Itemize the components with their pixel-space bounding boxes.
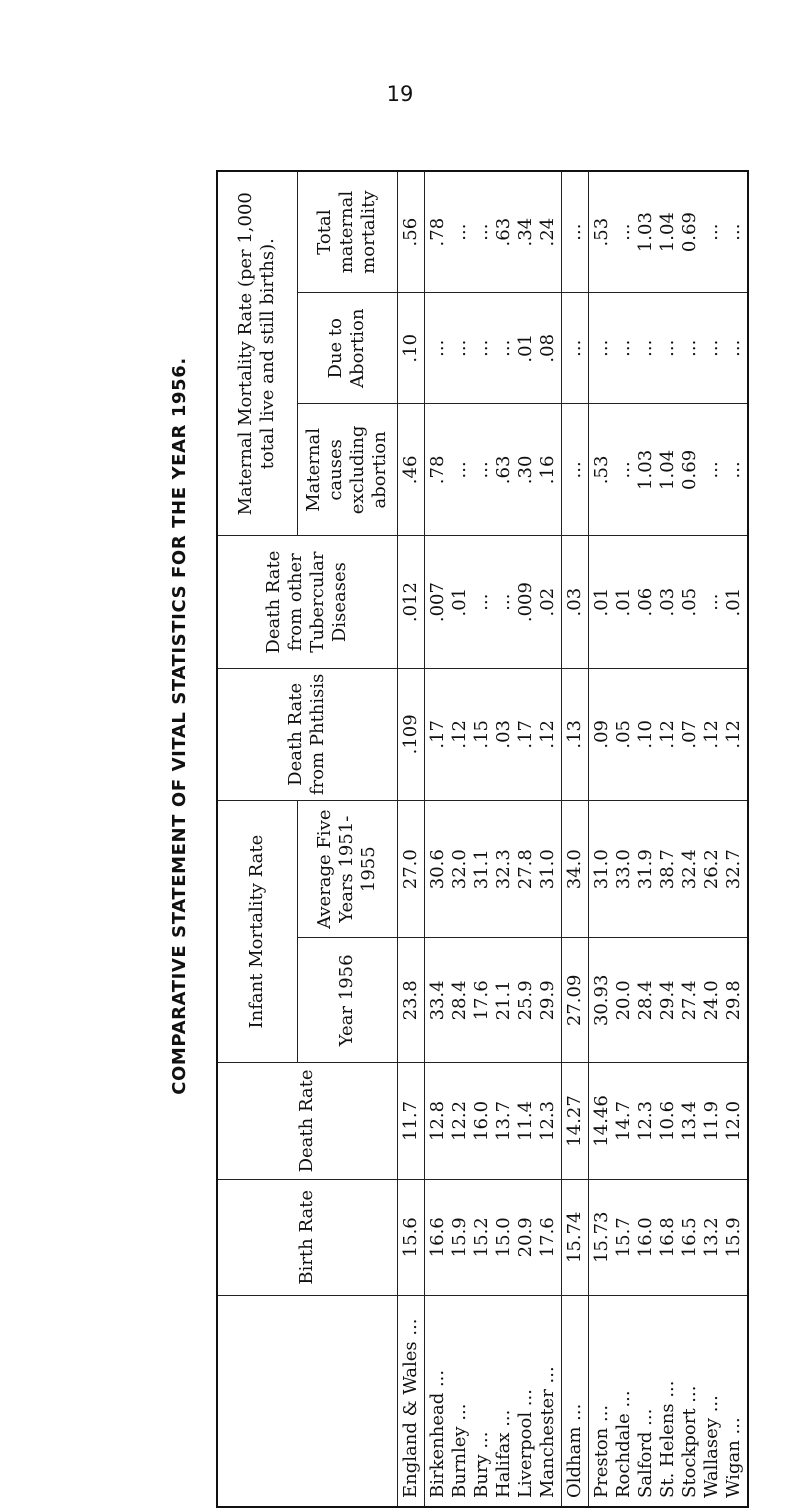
value-birth: 15.74 [563,1211,585,1264]
value-death: 13.7 [492,1100,514,1141]
cell-total [561,171,588,293]
infant-year-header: Year 1956 [297,938,397,1063]
area-name: Stockport ... [678,1385,700,1498]
value-infant-avg: 27.8 [514,849,536,890]
cell-total [397,171,424,293]
value-mat-excl: .46 [399,455,421,485]
value-abortion: ... [612,339,634,357]
value-phthisis: .12 [448,720,470,749]
value-abortion: ... [656,339,678,357]
value-phthisis: .03 [492,720,514,749]
value-total: 1.04 [656,212,678,253]
value-other-tb: .007 [426,582,448,623]
value-total: ... [700,223,722,241]
cell-infant-1956 [397,938,424,1063]
value-phthisis: .05 [612,720,634,749]
cell-death [424,1063,561,1179]
value-mat-excl: 0.69 [678,449,700,490]
value-phthisis: .07 [678,720,700,749]
value-birth: 16.0 [634,1217,656,1258]
value-infant-1956: 27.4 [678,980,700,1021]
value-birth: 17.6 [536,1217,558,1258]
area-name: Halifax ... [492,1409,514,1498]
value-birth: 15.7 [612,1217,634,1258]
value-birth: 15.9 [722,1217,744,1258]
value-abortion: .10 [399,333,421,363]
value-phthisis: .13 [563,720,585,749]
value-mat-excl: .16 [536,455,558,485]
value-birth: 15.6 [399,1217,421,1258]
value-mat-excl: ... [700,461,722,479]
value-infant-1956: 29.4 [656,980,678,1021]
value-mat-excl: ... [448,461,470,479]
area-name: Birkenhead ... [426,1369,448,1498]
cell-phthisis [424,668,561,800]
value-infant-avg: 34.0 [563,849,585,890]
value-abortion: ... [448,339,470,357]
value-death: 11.7 [399,1100,421,1141]
other-tb-header: Death Rate from other Tubercular Diseases [217,536,397,668]
value-mat-excl: ... [612,461,634,479]
value-birth: 15.0 [492,1217,514,1258]
value-total: .56 [399,217,421,247]
value-infant-1956: 17.6 [470,980,492,1021]
cell-other-tb [397,536,424,668]
value-total: .53 [590,217,612,247]
value-phthisis: .15 [470,720,492,749]
value-death: 12.2 [448,1100,470,1141]
value-mat-excl: ... [722,461,744,479]
value-phthisis: .17 [426,720,448,749]
infant-mortality-header: Infant Mortality Rate [217,800,297,1062]
cell-area [588,1295,748,1507]
value-death: 14.7 [612,1100,634,1141]
value-infant-1956: 25.9 [514,980,536,1021]
value-mat-excl: 1.04 [656,449,678,490]
table-row-group [424,171,561,1507]
cell-infant-avg [397,800,424,938]
value-death: 11.9 [700,1100,722,1141]
cell-birth [424,1179,561,1295]
cell-other-tb [561,536,588,668]
table-row-group [397,171,424,1507]
value-mat-excl: .63 [492,455,514,485]
value-birth: 16.8 [656,1217,678,1258]
cell-death [588,1063,748,1179]
value-other-tb: ... [700,593,722,611]
value-infant-1956: 21.1 [492,980,514,1021]
value-abortion: ... [634,339,656,357]
value-mat-excl: .78 [426,455,448,485]
area-header [217,1295,397,1507]
table-row-group [588,171,748,1507]
cell-mat-excl [561,404,588,536]
value-total: ... [448,223,470,241]
value-abortion: ... [700,339,722,357]
value-death: 12.3 [634,1100,656,1141]
cell-abortion [588,293,748,404]
value-abortion: ... [426,339,448,357]
area-name: Preston ... [590,1404,612,1498]
value-phthisis: .09 [590,720,612,749]
page-title: COMPARATIVE STATEMENT OF VITAL STATISTICS FOR THE YEAR 1956. [169,357,190,1095]
value-abortion: ... [470,339,492,357]
value-infant-1956: 28.4 [448,980,470,1021]
value-other-tb: .009 [514,582,536,623]
value-mat-excl: 1.03 [634,449,656,490]
area-name: Salford ... [634,1408,656,1498]
value-abortion: .08 [536,333,558,363]
value-infant-1956: 30.93 [590,974,612,1027]
value-total: ... [612,223,634,241]
value-total: .78 [426,217,448,247]
value-birth: 13.2 [700,1217,722,1258]
value-other-tb: .012 [399,582,421,623]
value-phthisis: .10 [634,720,656,749]
cell-mat-excl [424,404,561,536]
value-infant-avg: 33.0 [612,849,634,890]
value-infant-avg: 38.7 [656,849,678,890]
value-infant-avg: 31.0 [590,849,612,890]
cell-phthisis [588,668,748,800]
cell-infant-1956 [588,938,748,1063]
value-infant-avg: 32.3 [492,849,514,890]
infant-average-header: Average Five Years 1951-1955 [297,800,397,938]
cell-mat-excl [588,404,748,536]
value-abortion: .01 [514,333,536,363]
value-birth: 15.2 [470,1217,492,1258]
cell-infant-avg [561,800,588,938]
value-mat-excl: ... [470,461,492,479]
value-infant-1956: 20.0 [612,980,634,1021]
cell-infant-avg [424,800,561,938]
cell-birth [588,1179,748,1295]
value-infant-avg: 31.1 [470,849,492,890]
value-death: 16.0 [470,1100,492,1141]
value-phthisis: .12 [536,720,558,749]
area-name: Bury ... [470,1431,492,1498]
value-other-tb: .02 [536,587,558,617]
value-death: 14.27 [563,1095,585,1147]
value-mat-excl: .53 [590,455,612,485]
cell-phthisis [561,668,588,800]
cell-birth [561,1179,588,1295]
value-total: .63 [492,217,514,247]
value-birth: 16.5 [678,1217,700,1258]
vital-statistics-table [216,170,749,1508]
value-death: 10.6 [656,1100,678,1141]
cell-mat-excl [397,404,424,536]
page-number: 19 [386,82,414,106]
value-death: 12.8 [426,1100,448,1141]
area-name: England & Wales ... [399,1318,421,1498]
value-infant-1956: 29.9 [536,980,558,1021]
area-name: Oldham ... [563,1403,585,1498]
area-name: Wallasey ... [700,1395,722,1498]
cell-other-tb [424,536,561,668]
value-phthisis: .12 [700,720,722,749]
value-total: 0.69 [678,212,700,253]
value-other-tb: .01 [722,587,744,617]
cell-death [397,1063,424,1179]
value-total: ... [470,223,492,241]
cell-phthisis [397,668,424,800]
value-infant-avg: 31.0 [536,849,558,890]
value-other-tb: .03 [563,587,585,617]
value-phthisis: .109 [399,714,421,755]
death-rate-header: Death Rate [217,1063,397,1179]
value-birth: 15.73 [590,1211,612,1264]
value-total: 1.03 [634,212,656,253]
value-total: ... [722,223,744,241]
cell-infant-1956 [561,938,588,1063]
value-other-tb: ... [470,593,492,611]
value-infant-1956: 33.4 [426,980,448,1021]
value-infant-avg: 26.2 [700,849,722,890]
area-name: Wigan ... [722,1417,744,1498]
value-infant-1956: 24.0 [700,980,722,1021]
cell-other-tb [588,536,748,668]
value-abortion: ... [590,339,612,357]
value-other-tb: .01 [612,587,634,617]
table-body [397,171,748,1507]
value-other-tb: .01 [448,587,470,617]
value-total: .34 [514,217,536,247]
maternal-excl-abortion-header: Maternal causes excluding abortion [297,404,397,536]
value-infant-avg: 32.4 [678,849,700,890]
area-name: Burnley ... [448,1403,470,1498]
value-other-tb: .03 [656,587,678,617]
value-death: 14.46 [590,1095,612,1147]
value-death: 11.4 [514,1100,536,1141]
cell-total [588,171,748,293]
value-other-tb: .01 [590,587,612,617]
area-name: Liverpool ... [514,1389,536,1498]
value-infant-avg: 32.7 [722,849,744,890]
value-total: ... [563,223,585,241]
area-name: Rochdale ... [612,1390,634,1498]
value-phthisis: .12 [656,720,678,749]
value-total: .24 [536,217,558,247]
abortion-header: Due to Abortion [297,293,397,404]
cell-total [424,171,561,293]
value-infant-1956: 27.09 [563,974,585,1027]
value-infant-avg: 32.0 [448,849,470,890]
cell-infant-1956 [424,938,561,1063]
cell-area [561,1295,588,1507]
value-abortion: ... [492,339,514,357]
value-abortion: ... [563,339,585,357]
area-name: St. Helens ... [656,1380,678,1498]
cell-area [397,1295,424,1507]
value-other-tb: .05 [678,587,700,617]
cell-birth [397,1179,424,1295]
value-infant-1956: 28.4 [634,980,656,1021]
maternal-mortality-header: Maternal Mortality Rate (per 1,000 total live and still births). [217,171,297,536]
statistics-table-wrapper [216,170,744,1508]
table-row-group [561,171,588,1507]
cell-abortion [424,293,561,404]
cell-death [561,1063,588,1179]
value-infant-1956: 29.8 [722,980,744,1021]
value-birth: 16.6 [426,1217,448,1258]
cell-infant-avg [588,800,748,938]
value-death: 12.0 [722,1100,744,1141]
value-birth: 15.9 [448,1217,470,1258]
total-maternal-header: Total maternal mortality [297,171,397,293]
value-abortion: ... [678,339,700,357]
value-other-tb: ... [492,593,514,611]
value-other-tb: .06 [634,587,656,617]
value-phthisis: .12 [722,720,744,749]
value-infant-avg: 27.0 [399,849,421,890]
value-birth: 20.9 [514,1217,536,1258]
value-infant-avg: 31.9 [634,849,656,890]
value-mat-excl: ... [563,461,585,479]
value-death: 13.4 [678,1100,700,1141]
value-abortion: ... [722,339,744,357]
value-mat-excl: .30 [514,455,536,485]
cell-area [424,1295,561,1507]
cell-abortion [561,293,588,404]
value-infant-avg: 30.6 [426,849,448,890]
area-name: Manchester ... [536,1366,558,1498]
value-death: 12.3 [536,1100,558,1141]
phthisis-header: Death Rate from Phthisis [217,668,397,800]
cell-abortion [397,293,424,404]
value-infant-1956: 23.8 [399,980,421,1021]
value-phthisis: .17 [514,720,536,749]
birth-rate-header: Birth Rate [217,1179,397,1295]
